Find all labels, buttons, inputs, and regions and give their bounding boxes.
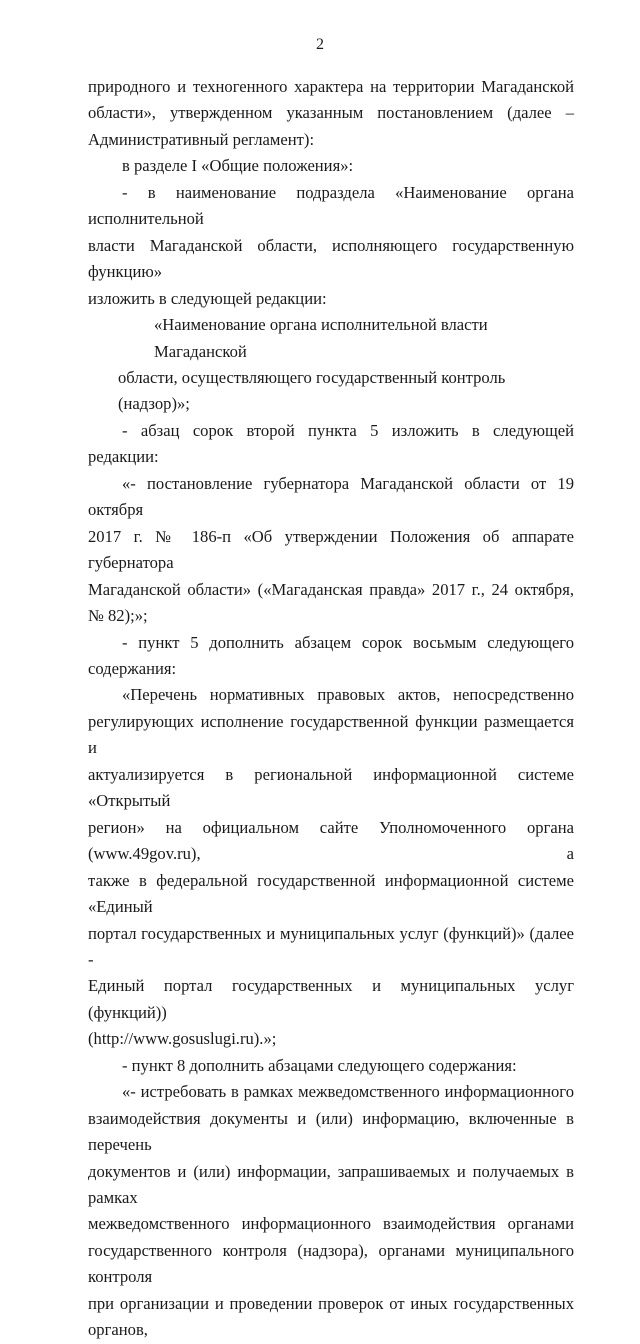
text-line: - пункт 8 дополнить абзацами следующего содержания: bbox=[122, 1055, 517, 1075]
text-line: изложить в следующей редакции: bbox=[88, 288, 327, 308]
text-line: «- истребовать в рамках межведомственного информационного bbox=[122, 1082, 574, 1102]
text-line: - пункт 5 дополнить абзацем сорок восьмым следующего содержания: bbox=[88, 632, 574, 678]
text-line: взаимодействия документы и (или) информацию, включенные в перечень bbox=[88, 1108, 574, 1155]
text-line: «- постановление губернатора Магаданской области от 19 октября bbox=[88, 473, 574, 520]
text-line: (http://www.gosuslugi.ru).»; bbox=[88, 1029, 277, 1049]
text-line: регион» на официальном сайте Уполномоченного органа (www.49gov.ru), а bbox=[88, 817, 574, 864]
text-line: области», утвержденном указанным постановлением (далее – bbox=[88, 103, 574, 123]
text-line: природного и техногенного характера на территории Магаданской bbox=[88, 77, 574, 96]
subsection-title-line: «Наименование органа исполнительной власти Магаданской bbox=[154, 315, 488, 361]
text-line: межведомственного информационного взаимодействия органами bbox=[88, 1214, 574, 1234]
text-line: при организации и проведении проверок от иных государственных органов, bbox=[88, 1293, 574, 1340]
text-line: 2017 г. № 186-п «Об утверждении Положения об аппарате губернатора bbox=[88, 526, 574, 573]
text-line: также в федеральной государственной информационной системе «Единый bbox=[88, 870, 574, 917]
text-line: актуализируется в региональной информационной системе «Открытый bbox=[88, 764, 574, 811]
text-line: в разделе I «Общие положения»: bbox=[122, 156, 354, 176]
text-line: государственного контроля (надзора), органами муниципального контроля bbox=[88, 1240, 574, 1287]
subsection-title-block bbox=[88, 312, 574, 418]
text-line: регулирующих исполнение государственной функции размещается и bbox=[88, 711, 574, 758]
text-line: Административный регламент): bbox=[88, 129, 315, 149]
text-line: - абзац сорок второй пункта 5 изложить в следующей редакции: bbox=[88, 420, 574, 467]
subsection-title-line: области, осуществляющего государственный контроль (надзор)»; bbox=[118, 367, 506, 414]
document-body bbox=[88, 74, 574, 1344]
text-line: портал государственных и муниципальных услуг (функций)» (далее - bbox=[88, 923, 574, 969]
page-number: 2 bbox=[316, 36, 324, 53]
text-line: - в наименование подраздела «Наименование органа исполнительной bbox=[88, 182, 574, 229]
text-line: власти Магаданской области, исполняющего государственную функцию» bbox=[88, 235, 574, 282]
text-line: Единый портал государственных и муниципальных услуг (функций)) bbox=[88, 976, 574, 1022]
text-line: документов и (или) информации, запрашиваемых и получаемых в рамках bbox=[88, 1161, 574, 1208]
text-line: Магаданской области» («Магаданская правда» 2017 г., 24 октября, № 82);»; bbox=[88, 579, 574, 626]
text-line: «Перечень нормативных правовых актов, непосредственно bbox=[122, 685, 574, 705]
